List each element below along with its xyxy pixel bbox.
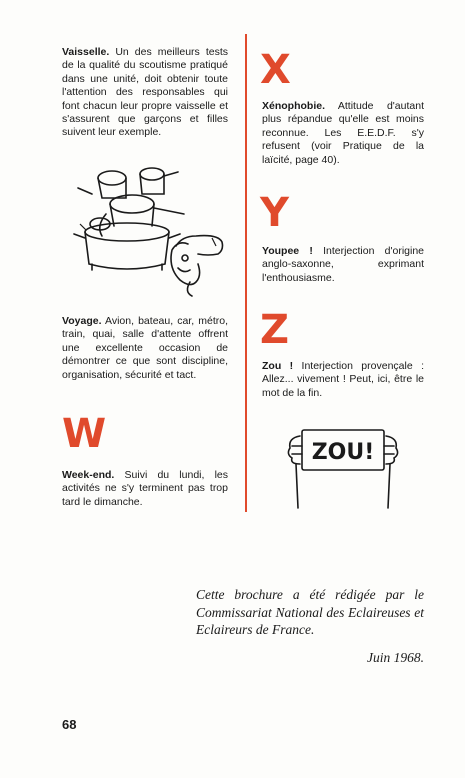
entry-youpee <box>262 245 424 285</box>
column-divider <box>245 34 247 512</box>
entry-text: Avion, bateau, car, métro, train, quai, salle d'attente offrent une excellente occasion de démontrer ce que sont discipline, organisation, sécurité et tact. <box>62 315 228 381</box>
entry-text: Attitude d'autant plus répandue qu'elle est moins reconnue. Les E.E.D.F. s'y refusent (voir Pratique de la laïcité, page 40). <box>262 100 424 166</box>
entry-voyage <box>62 315 228 382</box>
credit-date: Juin 1968. <box>367 650 424 665</box>
dishes-and-face-illustration <box>72 164 234 304</box>
credit-note: Cette brochure a été rédigée par le Commissariat National des Eclaireuses et Eclaireurs de France. <box>196 587 424 637</box>
letter-w: W <box>62 411 107 457</box>
entry-text: Interjection d'origine anglo-saxonne, exprimant l'enthousiasme. <box>262 245 425 284</box>
letter-x: X <box>260 47 291 93</box>
entry-term: Youpee ! <box>262 245 313 257</box>
page-number: 68 <box>62 717 77 732</box>
entry-term: Xénophobie. <box>262 100 325 112</box>
entry-text: Interjection provençale : Allez... vivement ! Peut, ici, être le mot de la fin. <box>262 360 424 399</box>
entry-text: Suivi du lundi, les activités ne s'y terminent pas trop tard le dimanche. <box>62 469 229 508</box>
entry-term: Vaisselle. <box>62 46 110 58</box>
entry-xenophobie <box>262 100 424 167</box>
sign-text: ZOU! <box>311 440 375 465</box>
entry-text: Un des meilleurs tests de la qualité du scoutisme pratiqué dans une unité, doit obtenir toute l'attention des responsables qui font chacun leur propre vaisselle et s'assurent que garçons et filles suivent leur exemple. <box>62 46 228 139</box>
entry-zou <box>262 360 424 400</box>
entry-vaisselle <box>62 46 228 140</box>
entry-term: Zou ! <box>262 360 294 372</box>
entry-term: Voyage. <box>62 315 102 327</box>
entry-term: Week-end. <box>62 469 115 481</box>
letter-y: Y <box>260 190 289 236</box>
entry-weekend <box>62 469 228 509</box>
letter-z: Z <box>260 307 290 353</box>
zou-sign-illustration <box>282 424 404 510</box>
